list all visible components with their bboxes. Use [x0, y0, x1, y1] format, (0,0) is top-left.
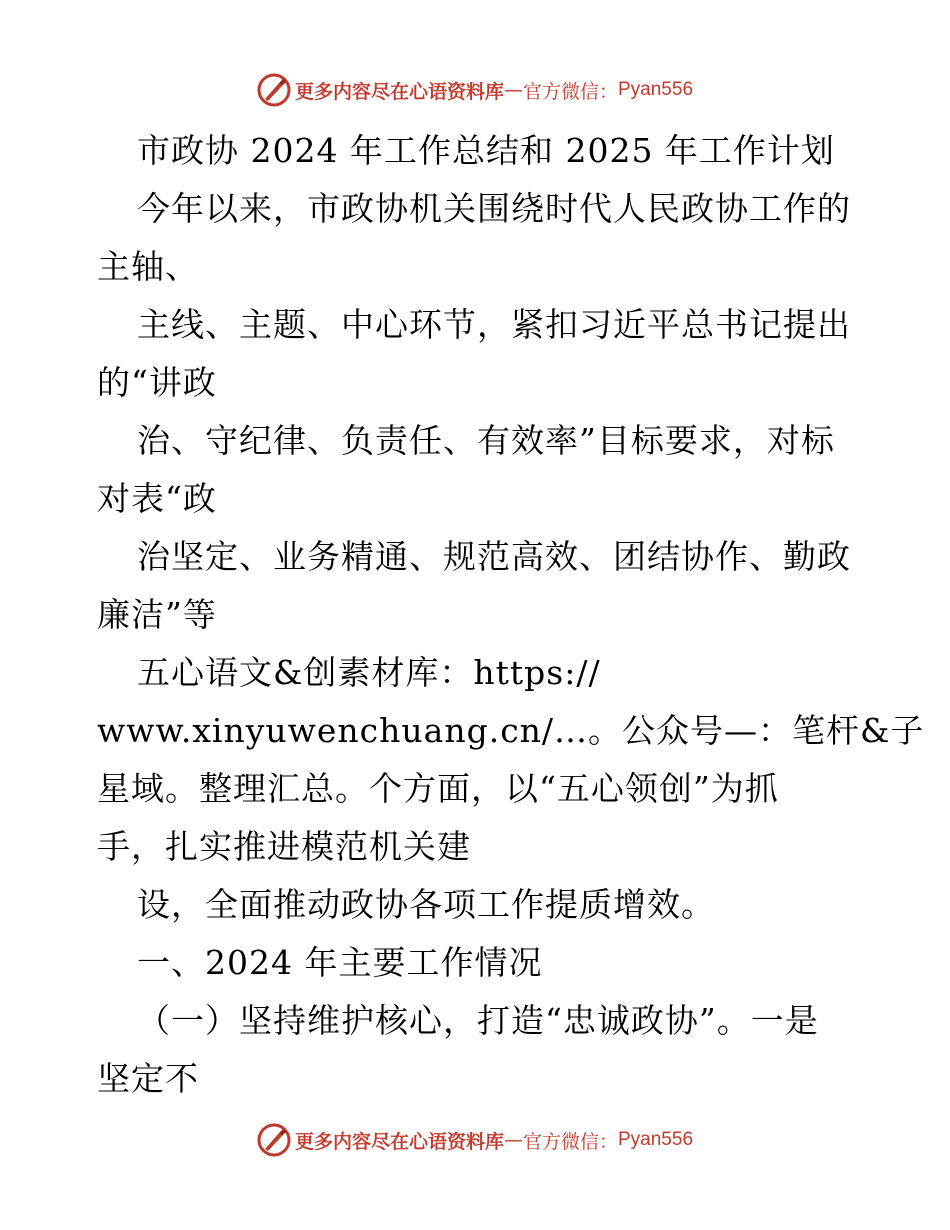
banner-slogan: 更多内容尽在心语资料库: [294, 80, 504, 103]
text-line: 坚定不: [97, 1059, 199, 1098]
text-line: 手，扎实推进模范机关建: [97, 827, 471, 866]
banner-slogan: 更多内容尽在心语资料库: [294, 1130, 504, 1153]
text-line: 的“讲政: [97, 363, 217, 402]
subsection-heading: （一）坚持维护核心，打造“忠诚政协”。一是: [137, 1001, 819, 1040]
text-line: 主线、主题、中心环节，紧扣习近平总书记提出: [137, 305, 851, 344]
text-line: 主轴、: [97, 247, 199, 286]
text-line: 设，全面推动政协各项工作提质增效。: [137, 885, 715, 924]
banner-wechat-label: 官方微信：: [522, 80, 618, 103]
text-line: 今年以来，市政协机关围绕时代人民政协工作的: [137, 189, 851, 228]
banner-dash: —: [503, 1129, 523, 1151]
text-line: www.xinyuwenchuang.cn/…。公众号—：笔杆&子: [97, 711, 925, 750]
text-line: 治坚定、业务精通、规范高效、团结协作、勤政: [137, 537, 851, 576]
document-body: [97, 122, 925, 1108]
footer-banner: [0, 1120, 950, 1160]
pen-logo-icon: [257, 1123, 291, 1157]
banner-wechat-id: Pyan556: [618, 79, 694, 100]
section-heading: 一、2024 年主要工作情况: [137, 943, 543, 982]
text-line: 对表“政: [97, 479, 217, 518]
document-title: 市政协 2024 年工作总结和 2025 年工作计划: [137, 131, 835, 170]
header-banner: [0, 70, 950, 110]
text-line: 星域。整理汇总。个方面，以“五心领创”为抓: [97, 769, 779, 808]
pen-logo-icon: [257, 73, 291, 107]
text-line: 廉洁”等: [97, 595, 217, 634]
banner-wechat-id: Pyan556: [618, 1129, 694, 1150]
banner-dash: —: [503, 79, 523, 101]
text-line: 治、守纪律、负责任、有效率”目标要求，对标: [137, 421, 835, 460]
banner-wechat-label: 官方微信：: [522, 1130, 618, 1153]
text-line: 五心语文&创素材库：https://: [137, 653, 601, 692]
